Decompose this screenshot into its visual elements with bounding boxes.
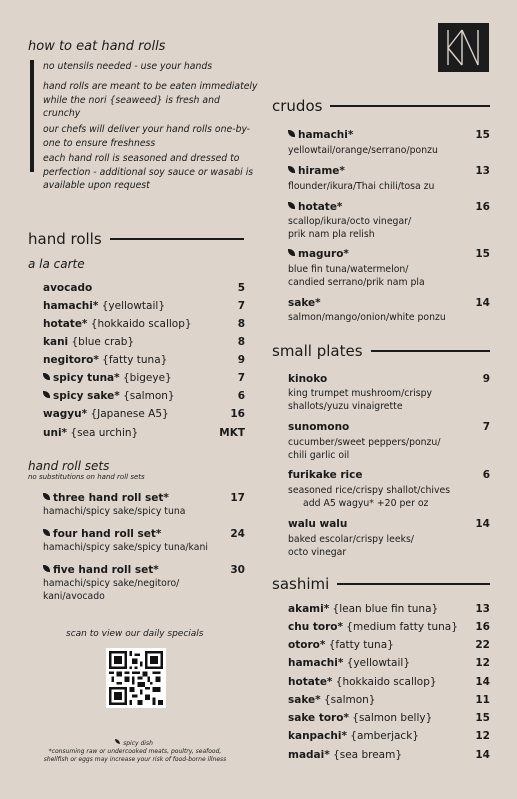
menu-item bbox=[43, 528, 245, 540]
item-desc: chili garlic oil bbox=[288, 450, 350, 461]
item-desc: kani/avocado bbox=[43, 591, 105, 602]
item-name: wagyu* bbox=[43, 408, 88, 420]
menu-item bbox=[288, 749, 490, 761]
item-name: akami* bbox=[288, 603, 330, 615]
item-price: 15 bbox=[475, 129, 490, 141]
menu-item bbox=[43, 300, 245, 312]
item-price: 17 bbox=[230, 492, 245, 504]
item-name: spicy tuna* bbox=[53, 372, 120, 384]
item-desc: {sea bream} bbox=[333, 749, 402, 761]
item-name: hotate* bbox=[43, 318, 88, 330]
spicy-legend bbox=[104, 740, 164, 748]
item-desc: {Japanese A5} bbox=[90, 408, 169, 420]
section-title: sashimi bbox=[272, 575, 330, 593]
item-price: 14 bbox=[475, 297, 490, 309]
menu-item bbox=[43, 336, 245, 348]
item-price: 9 bbox=[237, 354, 245, 366]
tip-text: hand rolls are meant to be eaten immediately while the nori {seaweed} is fresh and crunchy bbox=[43, 81, 258, 119]
item-desc: {sea urchin} bbox=[70, 427, 139, 439]
menu-item bbox=[288, 248, 490, 260]
item-price: 12 bbox=[475, 730, 490, 742]
spicy-icon bbox=[288, 130, 295, 137]
item-name: furikake rice bbox=[288, 469, 363, 481]
item-name: sake* bbox=[288, 694, 321, 706]
item-name: three hand roll set* bbox=[53, 492, 169, 504]
item-price: 14 bbox=[475, 518, 490, 530]
item-price: 13 bbox=[475, 603, 490, 615]
item-desc: {lean blue fin tuna} bbox=[332, 603, 439, 615]
item-name: negitoro* bbox=[43, 354, 99, 366]
item-price: 7 bbox=[237, 372, 245, 384]
item-price: 12 bbox=[475, 657, 490, 669]
restaurant-logo bbox=[438, 23, 489, 72]
item-name: chu toro* bbox=[288, 621, 343, 633]
item-desc: king trumpet mushroom/crispy bbox=[288, 388, 432, 399]
tip-text: each hand roll is seasoned and dressed to perfection - additional soy sauce or wasabi is available upon request bbox=[43, 153, 254, 191]
menu-item bbox=[43, 318, 245, 330]
section-title: crudos bbox=[272, 97, 323, 115]
hand-rolls-heading bbox=[28, 230, 244, 248]
menu-item bbox=[43, 372, 245, 384]
item-desc: baked escolar/crispy leeks/ bbox=[288, 534, 414, 545]
item-price: 16 bbox=[475, 201, 490, 213]
menu-item bbox=[288, 694, 490, 706]
item-name: hirame* bbox=[298, 165, 345, 177]
item-desc: {fatty tuna} bbox=[328, 639, 394, 651]
qr-code[interactable] bbox=[106, 648, 166, 708]
item-name: four hand roll set* bbox=[53, 528, 162, 540]
menu-item bbox=[288, 469, 490, 481]
item-price: 15 bbox=[475, 248, 490, 260]
menu-item bbox=[288, 657, 490, 669]
item-price: 16 bbox=[475, 621, 490, 633]
section-rule bbox=[371, 350, 490, 352]
item-price: 16 bbox=[230, 408, 245, 420]
menu-item bbox=[288, 373, 490, 385]
spicy-icon bbox=[288, 249, 295, 256]
item-price: 22 bbox=[475, 639, 490, 651]
menu-item bbox=[288, 712, 490, 724]
item-price: 14 bbox=[475, 749, 490, 761]
tip-text: no utensils needed - use your hands bbox=[43, 61, 213, 72]
item-desc: {salmon belly} bbox=[352, 712, 433, 724]
item-price: 14 bbox=[475, 676, 490, 688]
menu-item bbox=[288, 129, 490, 141]
item-desc: scallop/ikura/octo vinegar/ bbox=[288, 216, 412, 227]
item-name: kanpachi* bbox=[288, 730, 347, 742]
item-name: hamachi* bbox=[288, 657, 344, 669]
item-desc: {blue crab} bbox=[71, 336, 135, 348]
spicy-icon bbox=[288, 166, 295, 173]
item-price: 24 bbox=[230, 528, 245, 540]
item-name: hotate* bbox=[288, 676, 333, 688]
crudos-heading bbox=[272, 97, 490, 115]
item-desc: {yellowtail} bbox=[101, 300, 166, 312]
item-price: 6 bbox=[237, 390, 245, 402]
menu-item bbox=[288, 603, 490, 615]
menu-item bbox=[288, 730, 490, 742]
item-desc: yellowtail/orange/serrano/ponzu bbox=[288, 145, 438, 156]
tip-text: our chefs will deliver your hand rolls one-by-one to ensure freshness bbox=[43, 124, 251, 149]
menu-item bbox=[288, 165, 490, 177]
how-to-title: how to eat hand rolls bbox=[28, 39, 166, 54]
item-price: MKT bbox=[219, 427, 245, 439]
sashimi-heading bbox=[272, 575, 490, 593]
item-price: 9 bbox=[482, 373, 490, 385]
spicy-icon bbox=[288, 202, 295, 209]
item-desc: cucumber/sweet peppers/ponzu/ bbox=[288, 437, 441, 448]
section-rule bbox=[330, 105, 490, 107]
item-price: 30 bbox=[230, 564, 245, 576]
item-name: kinoko bbox=[288, 373, 328, 385]
menu-item bbox=[288, 676, 490, 688]
item-desc: prik nam pla relish bbox=[288, 229, 375, 240]
item-name: otoro* bbox=[288, 639, 326, 651]
menu-item bbox=[43, 564, 245, 576]
item-name: walu walu bbox=[288, 518, 348, 530]
item-price: 8 bbox=[237, 336, 245, 348]
section-rule bbox=[337, 583, 490, 585]
legend-text: spicy dish bbox=[123, 740, 153, 747]
item-addon: add A5 wagyu* +20 per oz bbox=[303, 498, 429, 509]
item-desc: hamachi/spicy sake/spicy tuna bbox=[43, 506, 186, 517]
item-desc: candied serrano/prik nam pla bbox=[288, 277, 425, 288]
item-desc: {hokkaido scallop} bbox=[90, 318, 192, 330]
item-desc: octo vinegar bbox=[288, 547, 347, 558]
item-price: 13 bbox=[475, 165, 490, 177]
item-desc: {fatty tuna} bbox=[102, 354, 168, 366]
item-desc: {yellowtail} bbox=[346, 657, 411, 669]
spicy-icon bbox=[115, 739, 120, 744]
small-plates-heading bbox=[272, 342, 490, 360]
item-desc: shallots/yuzu vinaigrette bbox=[288, 401, 403, 412]
section-title: small plates bbox=[272, 342, 363, 360]
item-desc: {medium fatty tuna} bbox=[346, 621, 458, 633]
menu-item bbox=[288, 639, 490, 651]
spicy-icon bbox=[43, 373, 50, 380]
item-price: 15 bbox=[475, 712, 490, 724]
a-la-carte-title: a la carte bbox=[28, 257, 85, 271]
sets-note: no substitutions on hand roll sets bbox=[28, 473, 145, 481]
item-desc: {salmon} bbox=[324, 694, 376, 706]
item-name: hamachi* bbox=[43, 300, 99, 312]
menu-item bbox=[43, 427, 245, 439]
item-desc: {hokkaido scallop} bbox=[335, 676, 437, 688]
menu-item bbox=[288, 201, 490, 213]
menu-item bbox=[43, 408, 245, 420]
item-desc: {salmon} bbox=[123, 390, 175, 402]
item-desc: blue fin tuna/watermelon/ bbox=[288, 264, 409, 275]
item-name: hamachi* bbox=[298, 129, 354, 141]
item-price: 6 bbox=[482, 469, 490, 481]
scan-text: scan to view our daily specials bbox=[66, 629, 204, 639]
item-name: maguro* bbox=[298, 248, 349, 260]
spicy-icon bbox=[43, 493, 50, 500]
item-price: 11 bbox=[475, 694, 490, 706]
item-desc: salmon/mango/onion/white ponzu bbox=[288, 312, 446, 323]
spicy-icon bbox=[43, 391, 50, 398]
guide-bar bbox=[30, 60, 34, 172]
item-desc: hamachi/spicy sake/spicy tuna/kani bbox=[43, 542, 208, 553]
item-price: 5 bbox=[237, 282, 245, 294]
item-desc: hamachi/spicy sake/negitoro/ bbox=[43, 578, 180, 589]
item-name: spicy sake* bbox=[53, 390, 120, 402]
disclaimer: *consuming raw or undercooked meats, poultry, seafood, bbox=[48, 748, 222, 755]
disclaimer: shellfish or eggs may increase your risk of food-borne illness bbox=[43, 756, 227, 763]
section-title: hand rolls bbox=[28, 230, 102, 248]
item-desc: {bigeye} bbox=[122, 372, 172, 384]
item-name: sake* bbox=[288, 297, 321, 309]
spicy-icon bbox=[43, 529, 50, 536]
menu-item bbox=[43, 492, 245, 504]
menu-item bbox=[288, 421, 490, 433]
item-name: hotate* bbox=[298, 201, 343, 213]
item-desc: seasoned rice/crispy shallot/chives bbox=[288, 485, 451, 496]
menu-item bbox=[43, 354, 245, 366]
sets-title: hand roll sets bbox=[28, 459, 110, 473]
item-name: avocado bbox=[43, 282, 93, 294]
menu-item bbox=[288, 518, 490, 530]
spicy-icon bbox=[43, 565, 50, 572]
item-name: sunomono bbox=[288, 421, 350, 433]
item-desc: flounder/ikura/Thai chili/tosa zu bbox=[288, 181, 435, 192]
item-name: kani bbox=[43, 336, 69, 348]
menu-item bbox=[288, 297, 490, 309]
section-rule bbox=[110, 238, 244, 240]
item-price: 8 bbox=[237, 318, 245, 330]
menu-item bbox=[288, 621, 490, 633]
item-name: five hand roll set* bbox=[53, 564, 159, 576]
item-name: madai* bbox=[288, 749, 330, 761]
menu-item bbox=[43, 390, 245, 402]
item-price: 7 bbox=[237, 300, 245, 312]
item-price: 7 bbox=[482, 421, 490, 433]
item-name: uni* bbox=[43, 427, 68, 439]
item-name: sake toro* bbox=[288, 712, 349, 724]
item-desc: {amberjack} bbox=[350, 730, 419, 742]
menu-item bbox=[43, 282, 245, 294]
